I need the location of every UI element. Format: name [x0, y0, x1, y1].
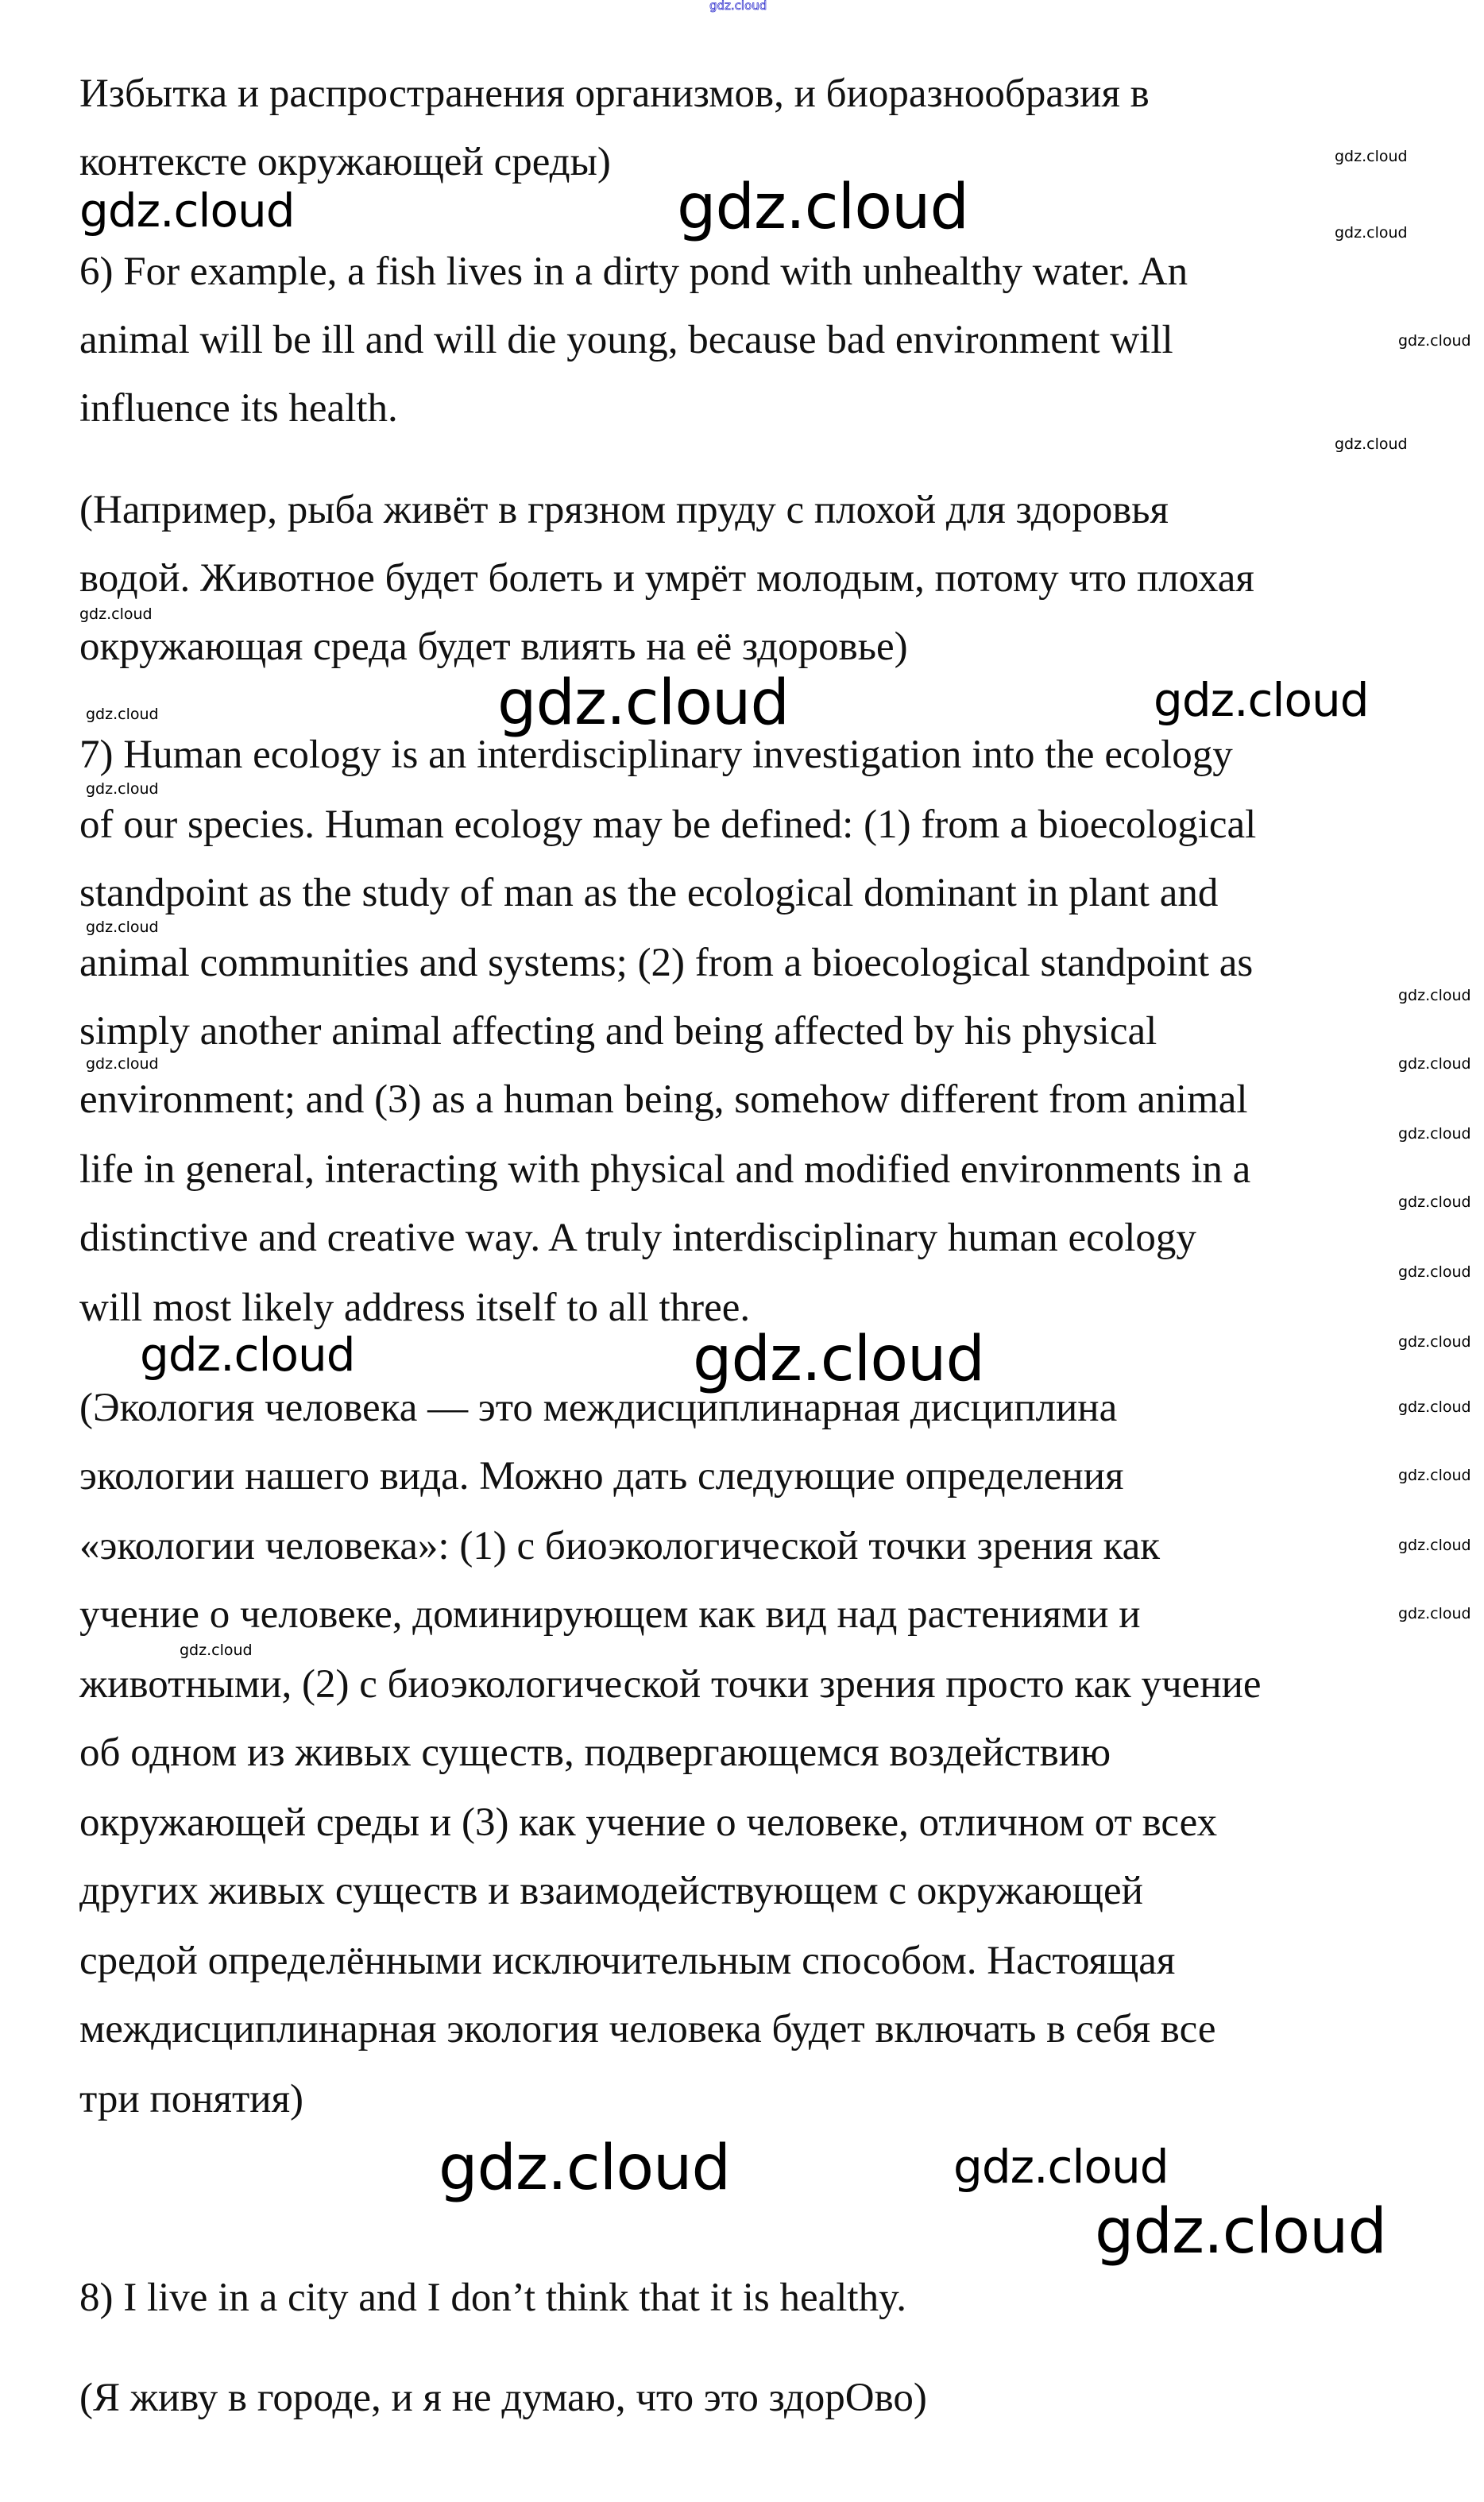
watermark: gdz.cloud: [1398, 1467, 1471, 1484]
text-line: environment; and (3) as a human being, somehow different from animal: [79, 1077, 1248, 1122]
watermark: gdz.cloud: [86, 706, 159, 723]
watermark: gdz.cloud: [677, 172, 968, 243]
watermark: gdz.cloud: [86, 780, 159, 798]
watermark: gdz.cloud: [1398, 1605, 1471, 1622]
text-line: life in general, interacting with physical and modified environments in a: [79, 1147, 1251, 1192]
text-line: окружающей среды и (3) как учение о человеке, отличном от всех: [79, 1800, 1218, 1845]
watermark: gdz.cloud: [1398, 1125, 1471, 1143]
watermark: gdz.cloud: [86, 1055, 159, 1073]
header-watermark: gdz.cloud: [709, 0, 767, 13]
text-line: will most likely address itself to all three.: [79, 1286, 751, 1330]
text-line: 8) I live in a city and I don’t think that it is healthy.: [79, 2276, 907, 2320]
watermark: gdz.cloud: [1398, 987, 1471, 1004]
text-line: водой. Животное будет болеть и умрёт молодым, потому что плохая: [79, 556, 1254, 601]
watermark: gdz.cloud: [1398, 1193, 1471, 1211]
text-line: 6) For example, a fish lives in a dirty pond with unhealthy water. An: [79, 249, 1188, 294]
text-line: об одном из живых существ, подвергающемся воздействию: [79, 1731, 1111, 1775]
watermark: gdz.cloud: [1095, 2196, 1386, 2268]
watermark: gdz.cloud: [1398, 1055, 1471, 1073]
text-line: животными, (2) с биоэкологической точки зрения просто как учение: [79, 1662, 1262, 1707]
watermark: gdz.cloud: [1398, 1398, 1471, 1416]
text-line: Избытка и распространения организмов, и биоразнообразия в: [79, 72, 1150, 116]
text-line: средой определёнными исключительным способом. Настоящая: [79, 1939, 1176, 1983]
text-line: distinctive and creative way. A truly interdisciplinary human ecology: [79, 1216, 1196, 1260]
watermark: gdz.cloud: [79, 184, 295, 238]
watermark: gdz.cloud: [1154, 673, 1369, 727]
text-line: animal communities and systems; (2) from a bioecological standpoint as: [79, 941, 1254, 985]
watermark: gdz.cloud: [140, 1328, 355, 1382]
watermark: gdz.cloud: [1335, 435, 1408, 453]
text-line: три понятия): [79, 2077, 304, 2121]
watermark: gdz.cloud: [1398, 1537, 1471, 1554]
watermark: gdz.cloud: [693, 1324, 984, 1395]
watermark: gdz.cloud: [1335, 224, 1408, 242]
watermark: gdz.cloud: [1335, 148, 1408, 165]
watermark: gdz.cloud: [1398, 1333, 1471, 1351]
text-line: «экологии человека»: (1) с биоэкологической точки зрения как: [79, 1524, 1161, 1568]
text-line: экологии нашего вида. Можно дать следующие определения: [79, 1454, 1124, 1498]
text-line: других живых существ и взаимодействующем с окружающей: [79, 1869, 1143, 1913]
text-line: standpoint as the study of man as the ecological dominant in plant and: [79, 871, 1219, 915]
watermark: gdz.cloud: [79, 605, 153, 623]
text-line: animal will be ill and will die young, because bad environment will: [79, 318, 1173, 362]
text-line: окружающая среда будет влиять на её здоровье): [79, 625, 908, 669]
watermark: gdz.cloud: [180, 1642, 253, 1659]
text-line: (Я живу в городе, и я не думаю, что это здорОво): [79, 2376, 927, 2420]
watermark: gdz.cloud: [497, 667, 789, 739]
watermark: gdz.cloud: [439, 2133, 730, 2204]
text-line: (Например, рыба живёт в грязном пруду с плохой для здоровья: [79, 488, 1169, 532]
text-line: (Экология человека — это междисциплинарная дисциплина: [79, 1386, 1118, 1430]
text-line: influence its health.: [79, 386, 398, 431]
text-line: междисциплинарная экология человека будет включать в себя все: [79, 2007, 1216, 2051]
text-line: учение о человеке, доминирующем как вид над растениями и: [79, 1592, 1141, 1637]
watermark: gdz.cloud: [1398, 1263, 1471, 1281]
watermark: gdz.cloud: [1398, 332, 1471, 350]
text-line: 7) Human ecology is an interdisciplinary investigation into the ecology: [79, 733, 1233, 777]
text-line: контексте окружающей среды): [79, 140, 611, 184]
text-line: of our species. Human ecology may be defined: (1) from a bioecological: [79, 802, 1257, 847]
text-line: simply another animal affecting and being affected by his physical: [79, 1009, 1157, 1054]
watermark: gdz.cloud: [953, 2140, 1169, 2194]
watermark: gdz.cloud: [86, 918, 159, 936]
